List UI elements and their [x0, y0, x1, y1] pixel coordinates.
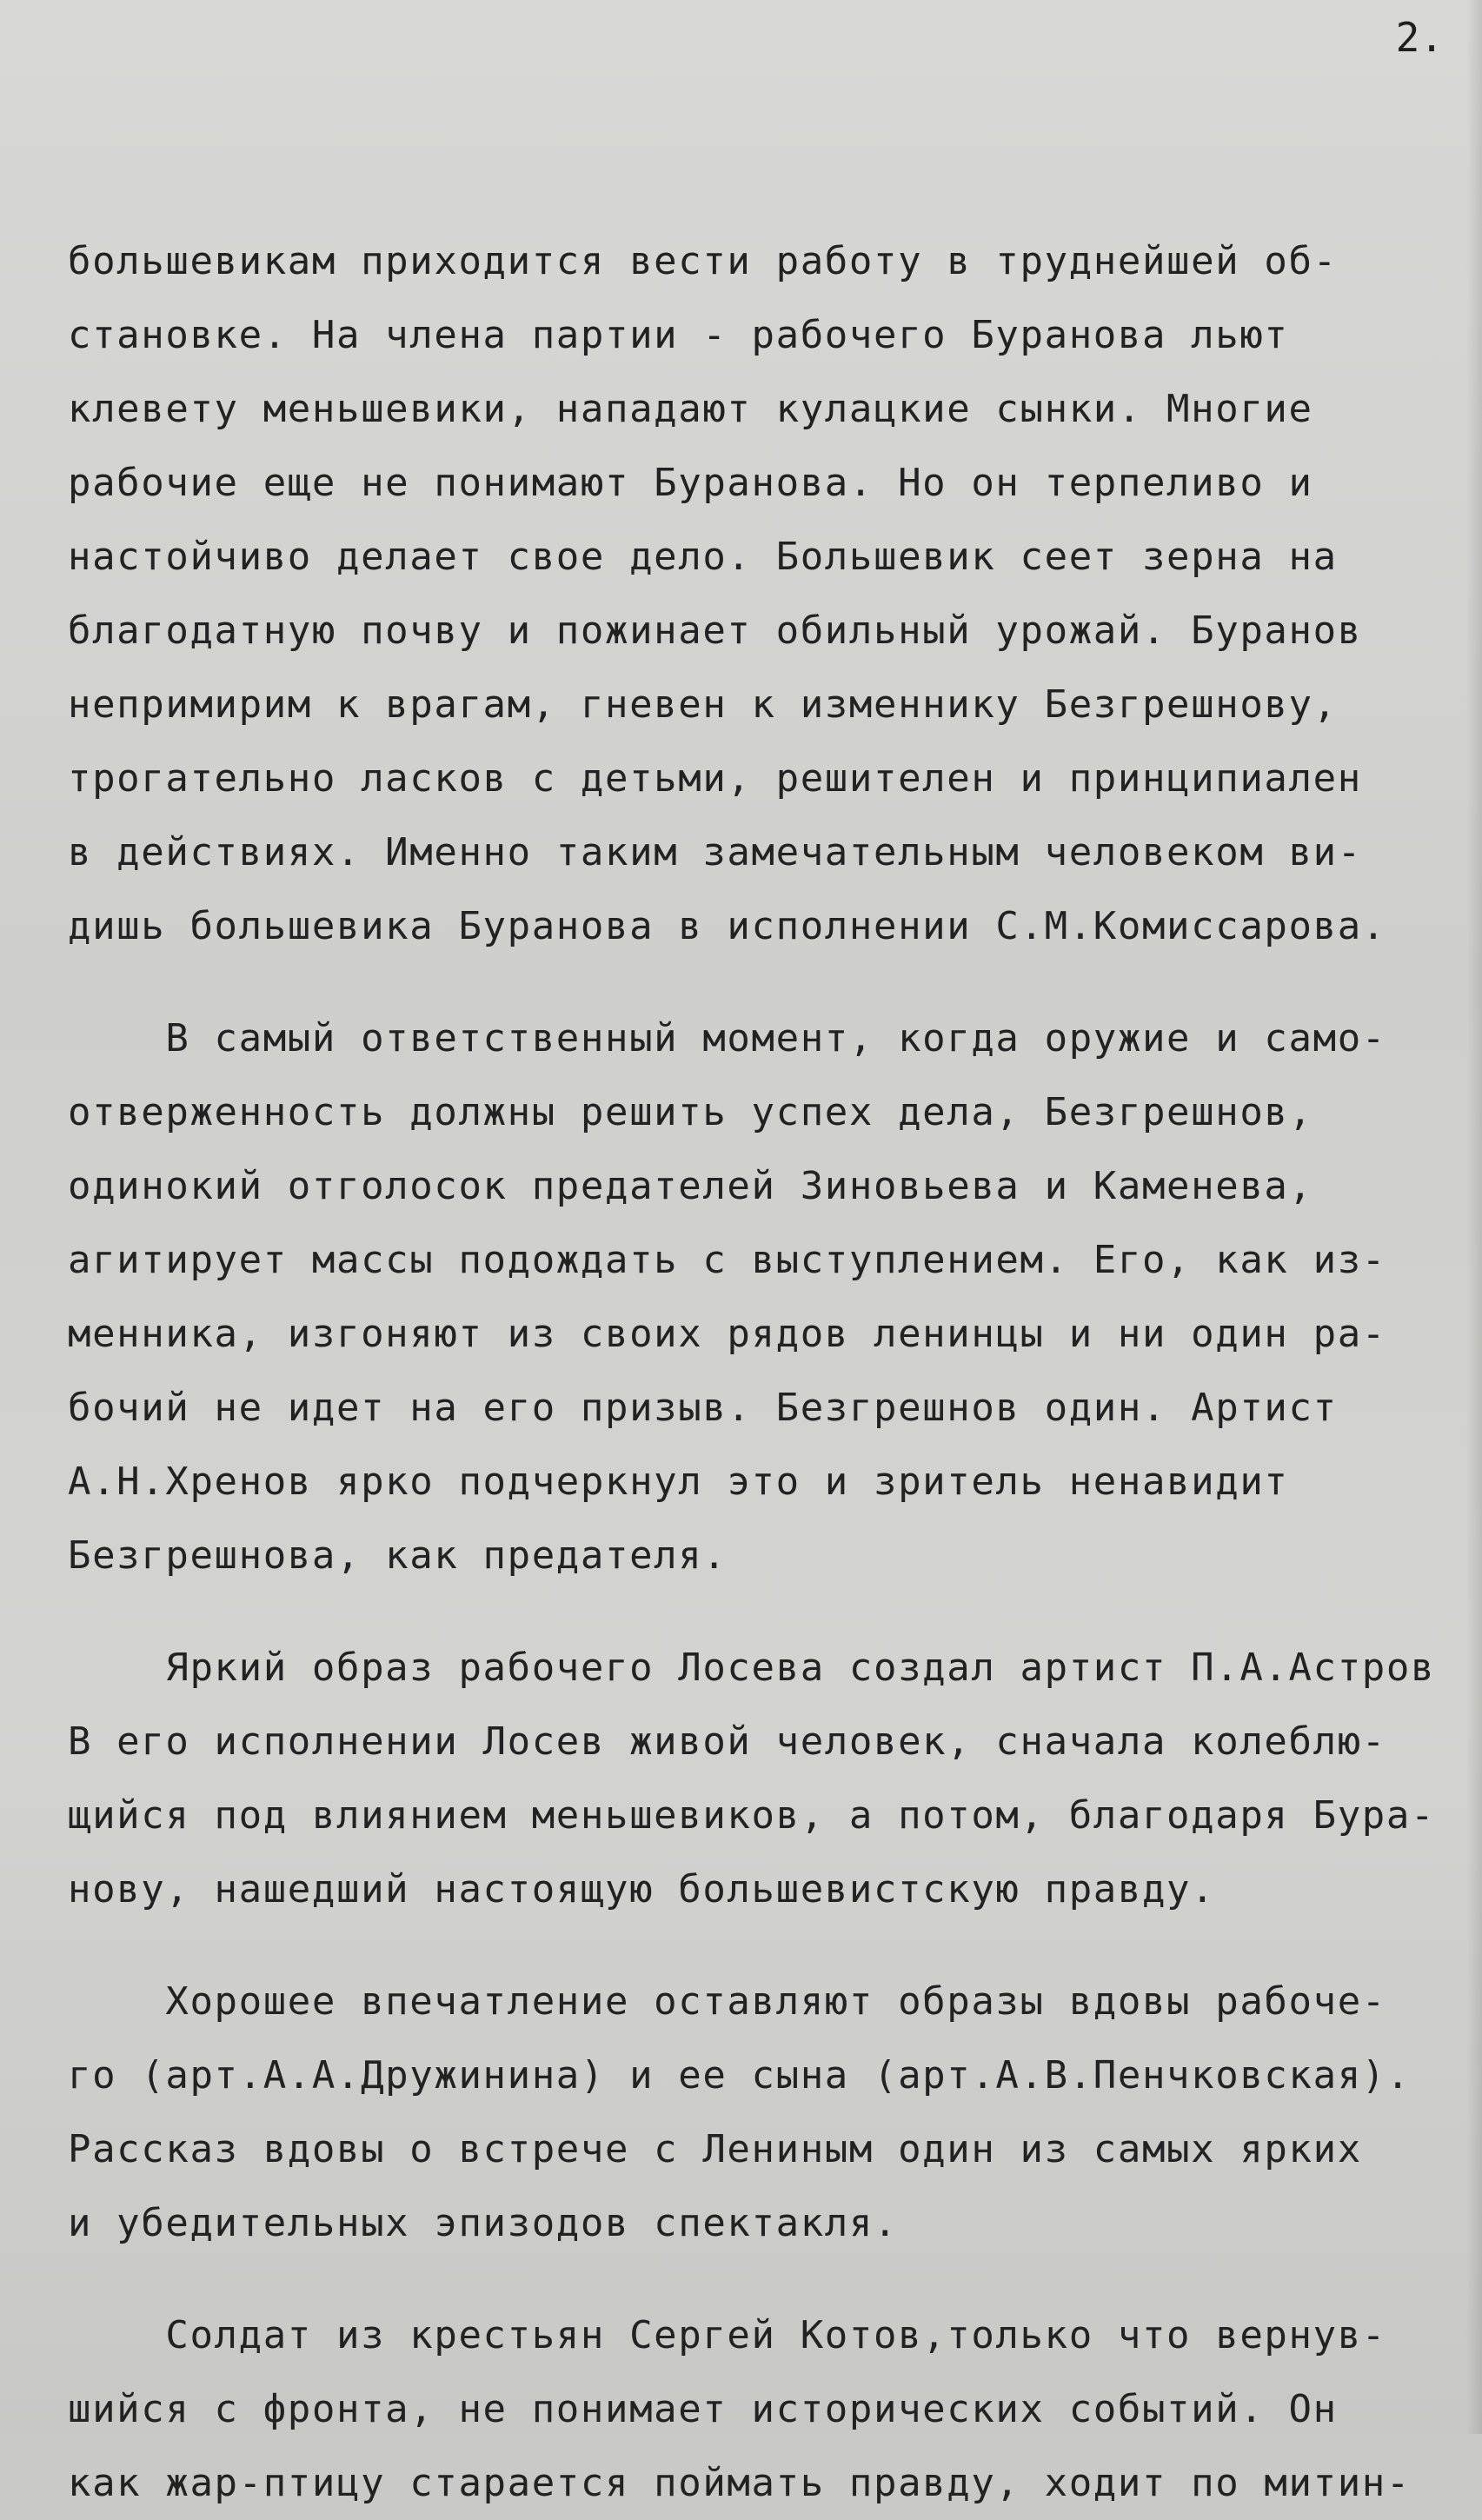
text-line: Безгрешнова, как предателя.: [68, 1533, 728, 1578]
paragraph-5: [68, 2298, 1467, 2520]
text-line: отверженность должны решить успех дела, Безгрешнов,: [68, 1090, 1313, 1134]
text-line: го (арт.А.А.Дружинина) и ее сына (арт.А.В.Пенчковская).: [68, 2053, 1411, 2098]
page-edge-shadow: [1466, 0, 1482, 2434]
text-line: бочий не идет на его призыв. Безгрешнов один. Артист: [68, 1386, 1338, 1430]
paragraph-1: [68, 224, 1467, 963]
text-line: как жар-птицу старается поймать правду, ходит по митин-: [68, 2461, 1411, 2505]
text-line: благодатную почву и пожинает обильный урожай. Буранов: [68, 608, 1362, 653]
text-line: А.Н.Хренов ярко подчеркнул это и зритель ненавидит: [68, 1459, 1289, 1504]
text-line: Солдат из крестьян Сергей Котов,только что вернув-: [68, 2313, 1386, 2357]
text-line: и убедительных эпизодов спектакля.: [68, 2201, 899, 2245]
text-line: клевету меньшевики, нападают кулацкие сынки. Многие: [68, 387, 1313, 431]
text-line: Хорошее впечатление оставляют образы вдовы рабоче-: [68, 1979, 1386, 2024]
text-line: становке. На члена партии - рабочего Буранова льют: [68, 313, 1289, 357]
text-line: нову, нашедший настоящую большевистскую правду.: [68, 1867, 1216, 1912]
text-line: щийся под влиянием меньшевиков, а потом, благодаря Бура-: [68, 1793, 1436, 1838]
text-line: одинокий отголосок предателей Зиновьева и Каменева,: [68, 1164, 1313, 1208]
text-line: шийся с фронта, не понимает исторических событий. Он: [68, 2387, 1338, 2431]
text-line: непримирим к врагам, гневен к изменнику Безгрешнову,: [68, 682, 1338, 727]
text-line: В самый ответственный момент, когда оружие и само-: [68, 1016, 1386, 1061]
text-line: трогательно ласков с детьми, решителен и принципиален: [68, 756, 1362, 801]
paragraph-3: [68, 1631, 1467, 1926]
text-line: менника, изгоняют из своих рядов ленинцы и ни один ра-: [68, 1312, 1386, 1356]
text-line: рабочие еще не понимают Буранова. Но он терпеливо и: [68, 461, 1313, 505]
text-line: Яркий образ рабочего Лосева создал артист П.А.Астров: [68, 1646, 1436, 1690]
text-line: агитирует массы подождать с выступлением. Его, как из-: [68, 1238, 1386, 1282]
paragraph-2: [68, 1001, 1467, 1592]
text-line: Рассказ вдовы о встрече с Лениным один из самых ярких: [68, 2127, 1362, 2171]
page-number: 2.: [1395, 14, 1444, 61]
typewritten-body: [68, 224, 1467, 2520]
text-line: в действиях. Именно таким замечательным человеком ви-: [68, 830, 1362, 874]
text-line: большевикам приходится вести работу в труднейшей об-: [68, 239, 1338, 283]
text-line: В его исполнении Лосев живой человек, сначала колеблю-: [68, 1719, 1386, 1764]
text-line: дишь большевика Буранова в исполнении С.М.Комиссарова.: [68, 904, 1386, 948]
paragraph-4: [68, 1965, 1467, 2260]
text-line: настойчиво делает свое дело. Большевик сеет зерна на: [68, 535, 1338, 579]
